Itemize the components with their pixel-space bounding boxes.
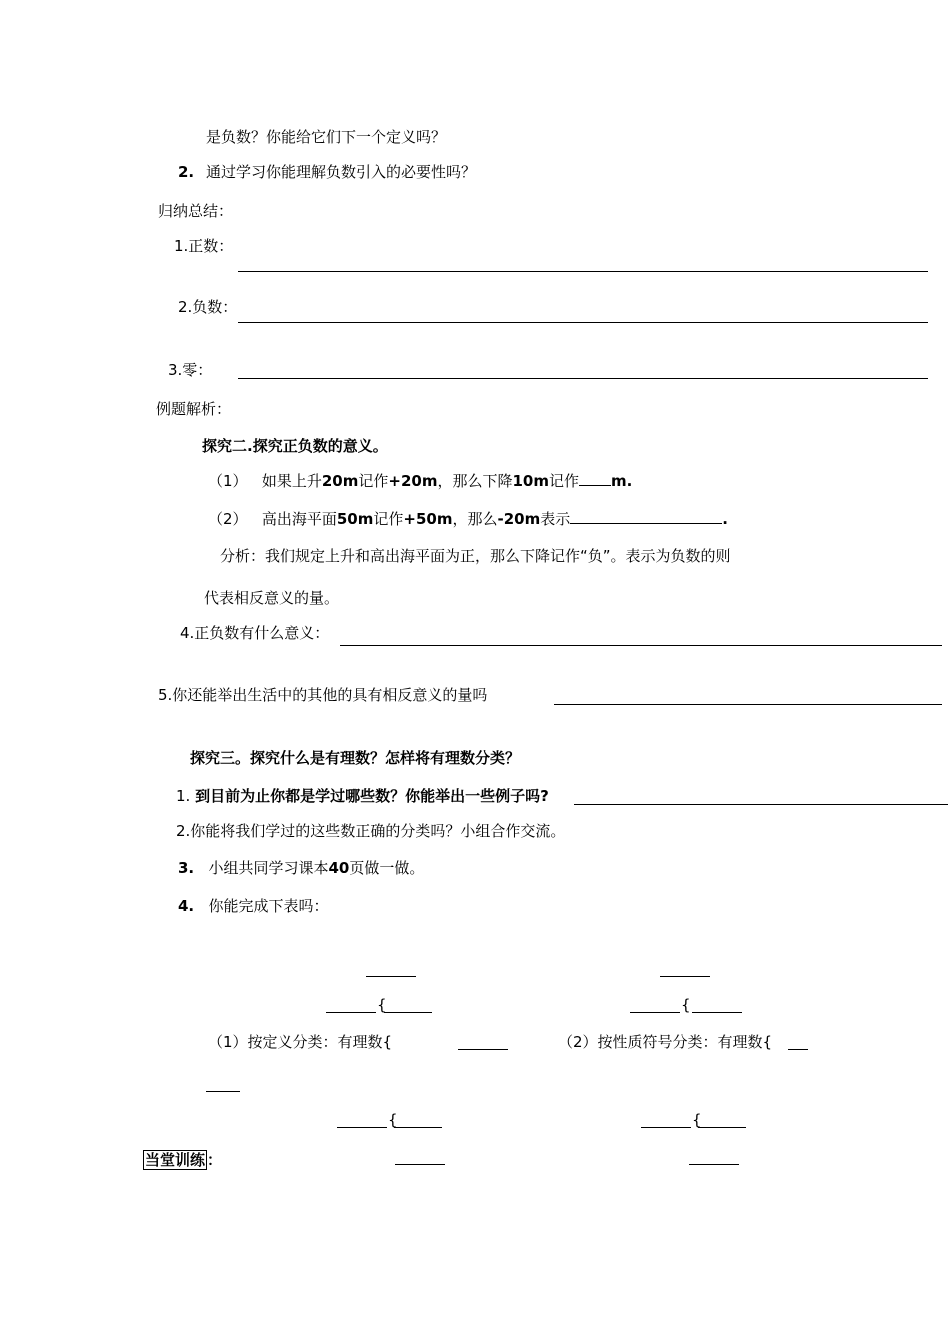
example-2-value-c: -20m — [497, 510, 541, 528]
explore-3-q4-number: 4. — [178, 897, 195, 915]
example-2-text-a: 高出海平面 — [261, 510, 337, 528]
example-1-text-d: 记作 — [549, 472, 580, 490]
def-blank-upper-left[interactable] — [326, 1012, 376, 1013]
explore-3-q3-page: 40 — [328, 859, 350, 877]
example-2-period: . — [722, 510, 728, 528]
classification-by-definition: （1）按定义分类：有理数{ — [208, 1033, 393, 1051]
answer-line-meaning[interactable] — [340, 645, 942, 646]
def-blank-middle[interactable] — [458, 1049, 508, 1050]
sign-brace-upper: { — [681, 996, 691, 1014]
sign-blank-middle[interactable] — [788, 1049, 808, 1050]
answer-line-positive[interactable] — [238, 271, 928, 272]
def-blank-lower-right[interactable] — [394, 1127, 442, 1128]
explore-3-title: 探究三。探究什么是有理数？怎样将有理数分类？ — [190, 749, 521, 767]
explore-3-q3 — [178, 859, 424, 877]
example-1-value-a: 20m — [321, 472, 359, 490]
answer-line-opposite[interactable] — [554, 704, 942, 705]
explore-3-q4-text: 你能完成下表吗： — [208, 897, 329, 915]
explore-3-q1-text: 到目前为止你都是学过哪些数？你能举出一些例子吗? — [195, 787, 549, 805]
intro-line-continued: 是负数？你能给它们下一个定义吗？ — [206, 128, 447, 146]
example-1-number: （1） — [208, 472, 248, 490]
def-brace-lower: { — [388, 1111, 398, 1129]
example-1-unit: m. — [611, 472, 633, 490]
analysis-line-2: 代表相反意义的量。 — [204, 589, 340, 607]
summary-heading: 归纳总结： — [158, 202, 234, 220]
examples-heading: 例题解析： — [156, 400, 232, 418]
question-4-meaning: 4.正负数有什么意义： — [180, 624, 330, 642]
summary-item-positive: 1.正数： — [174, 237, 234, 255]
example-2-number: （2） — [208, 510, 248, 528]
example-1-text-a: 如果上升 — [261, 472, 322, 490]
classification-by-sign: （2）按性质符号分类：有理数{ — [558, 1033, 773, 1051]
def-blank-upper-right[interactable] — [384, 1012, 432, 1013]
def-blank-bottom[interactable] — [395, 1164, 445, 1165]
sign-blank-lower-right[interactable] — [698, 1127, 746, 1128]
sign-blank-continued[interactable] — [206, 1091, 240, 1092]
practice-label: 当堂训练 — [145, 1151, 206, 1169]
answer-line-numbers[interactable] — [574, 804, 948, 805]
def-brace-upper: { — [377, 996, 387, 1014]
def-blank-lower-left[interactable] — [337, 1127, 387, 1128]
sign-blank-upper-left[interactable] — [630, 1012, 680, 1013]
summary-item-zero: 3.零： — [168, 361, 213, 379]
example-2-blank[interactable] — [570, 509, 722, 524]
example-1-value-b: +20m — [388, 472, 438, 490]
explore-2-title: 探究二.探究正负数的意义。 — [202, 437, 388, 455]
explore-3-q1-number: 1. — [176, 787, 191, 805]
explore-3-q1 — [176, 787, 549, 805]
example-2-text-d: 表示 — [540, 510, 571, 528]
answer-line-negative[interactable] — [238, 322, 928, 323]
question-2-text: 通过学习你能理解负数引入的必要性吗？ — [206, 163, 477, 181]
practice-heading — [143, 1151, 222, 1169]
explore-3-q3-number: 3. — [178, 859, 195, 877]
answer-line-zero[interactable] — [238, 378, 928, 379]
explore-3-q2: 2.你能将我们学过的这些数正确的分类吗？小组合作交流。 — [176, 822, 566, 840]
def-blank-top[interactable] — [366, 976, 416, 977]
example-2 — [208, 509, 728, 528]
sign-blank-upper-right[interactable] — [692, 1012, 742, 1013]
practice-colon: ： — [207, 1151, 223, 1169]
analysis-line-1: 分析：我们规定上升和高出海平面为正，那么下降记作“负”。表示为负数的则 — [220, 547, 731, 565]
example-1-value-c: 10m — [512, 472, 550, 490]
example-2-value-b: +50m — [403, 510, 453, 528]
explore-3-q4 — [178, 897, 328, 915]
summary-item-negative: 2.负数： — [178, 298, 238, 316]
explore-3-q3-text-a: 小组共同学习课本 — [208, 859, 329, 877]
example-1-text-b: 记作 — [358, 472, 389, 490]
example-2-text-b: 记作 — [373, 510, 404, 528]
sign-blank-lower-left[interactable] — [641, 1127, 691, 1128]
explore-3-q3-text-b: 页做一做。 — [349, 859, 425, 877]
question-2-number: 2. — [178, 163, 195, 181]
sign-blank-top[interactable] — [660, 976, 710, 977]
sign-brace-lower: { — [692, 1111, 702, 1129]
example-2-value-a: 50m — [336, 510, 374, 528]
sign-blank-bottom[interactable] — [689, 1164, 739, 1165]
question-5-opposite: 5.你还能举出生活中的其他的具有相反意义的量吗 — [158, 686, 488, 704]
example-2-text-c: ，那么 — [452, 510, 498, 528]
example-1 — [208, 471, 632, 490]
example-1-blank[interactable] — [579, 471, 611, 486]
example-1-text-c: ，那么下降 — [437, 472, 513, 490]
